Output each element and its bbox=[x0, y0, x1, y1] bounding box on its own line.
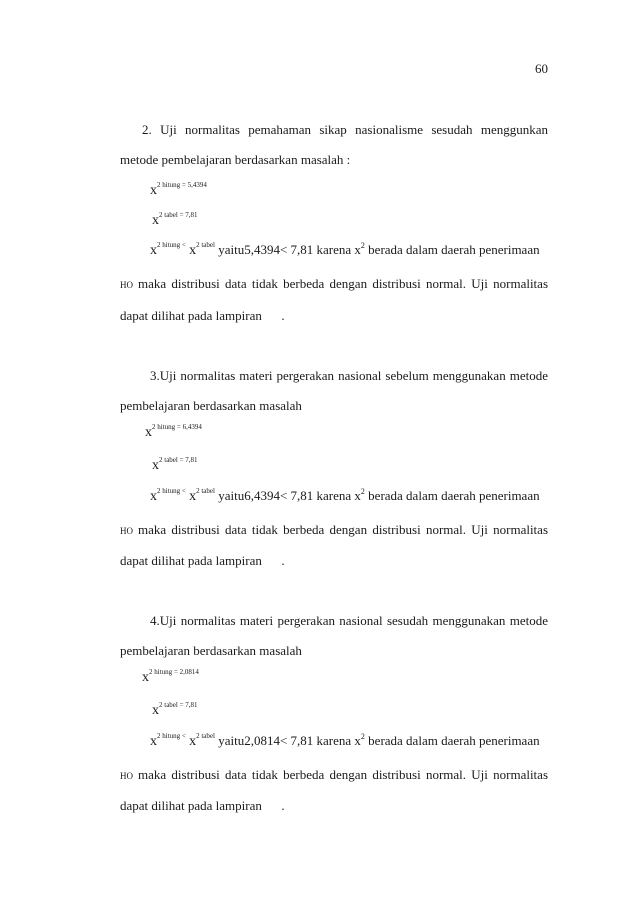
section-4-x-tabel bbox=[152, 702, 198, 719]
x-symbol: x bbox=[152, 458, 159, 473]
section-4-heading: 4.Uji normalitas materi pergerakan nasional sesudah menggunakan metode bbox=[150, 613, 548, 628]
section-4-comparison: $x^{2 hitung <}$ $x^{2 tabel}$ yaitu2,0814< 7,81 karena $x^2$ berada dalam daerah penerimaan bbox=[150, 732, 540, 749]
page-number: 60 bbox=[535, 61, 548, 76]
x-tabel-sup: 2 tabel = 7,81 bbox=[159, 456, 198, 464]
x-symbol: x bbox=[189, 734, 197, 749]
section-4-x-hitung bbox=[142, 669, 199, 686]
x-hitung-sup: 2 hitung = 5,4394 bbox=[157, 181, 207, 189]
section-3-lampiran: dapat dilihat pada lampiran . bbox=[120, 553, 285, 568]
section-4-distribution: HO maka distribusi data tidak berbeda dengan distribusi normal. Uji normalitas bbox=[120, 767, 548, 782]
section-2-x-tabel bbox=[152, 212, 198, 229]
ho-label: HO bbox=[120, 526, 133, 536]
section-2-lampiran: dapat dilihat pada lampiran . bbox=[120, 308, 285, 323]
x-tabel-sup: 2 tabel = 7,81 bbox=[159, 701, 198, 709]
section-2-comparison: $x^{2 hitung <}$ $x^{2 tabel}$ yaitu5,4394< 7,81 karena $x^2$ berada dalam daerah penerimaan bbox=[150, 241, 540, 258]
section-3-heading: 3.Uji normalitas materi pergerakan nasional sebelum menggunakan metode bbox=[150, 368, 548, 383]
x-symbol: x bbox=[189, 489, 197, 504]
section-3-subheading: pembelajaran berdasarkan masalah bbox=[120, 398, 302, 413]
x-hitung-sup: 2 hitung = 6,4394 bbox=[152, 423, 202, 431]
x-symbol: x bbox=[150, 489, 157, 504]
section-2-x-hitung bbox=[150, 182, 207, 199]
x-tabel-sup: 2 tabel = 7,81 bbox=[159, 211, 198, 219]
x-symbol: x bbox=[150, 183, 157, 198]
ho-label: HO bbox=[120, 771, 133, 781]
section-3-x-hitung bbox=[145, 424, 202, 441]
section-2-heading: 2. Uji normalitas pemahaman sikap nasionalisme sesudah menggunkan bbox=[142, 122, 548, 137]
section-2-subheading: metode pembelajaran berdasarkan masalah : bbox=[120, 152, 351, 167]
x-symbol: x bbox=[150, 734, 157, 749]
section-3-comparison: $x^{2 hitung <}$ $x^{2 tabel}$ yaitu6,4394< 7,81 karena $x^2$ berada dalam daerah penerimaan bbox=[150, 487, 540, 504]
section-3-distribution: HO maka distribusi data tidak berbeda dengan distribusi normal. Uji normalitas bbox=[120, 522, 548, 537]
ho-label: HO bbox=[120, 280, 133, 290]
section-2-distribution: HO maka distribusi data tidak berbeda dengan distribusi normal. Uji normalitas bbox=[120, 276, 548, 291]
x-symbol: x bbox=[145, 425, 152, 440]
x-symbol: x bbox=[142, 670, 149, 685]
x-symbol: x bbox=[189, 243, 197, 258]
x-symbol: x bbox=[152, 213, 159, 228]
section-4-subheading: pembelajaran berdasarkan masalah bbox=[120, 643, 302, 658]
section-3-x-tabel bbox=[152, 457, 198, 474]
x-hitung-sup: 2 hitung = 2,0814 bbox=[149, 668, 199, 676]
x-symbol: x bbox=[152, 703, 159, 718]
x-symbol: x bbox=[150, 243, 157, 258]
section-4-lampiran: dapat dilihat pada lampiran . bbox=[120, 798, 285, 813]
